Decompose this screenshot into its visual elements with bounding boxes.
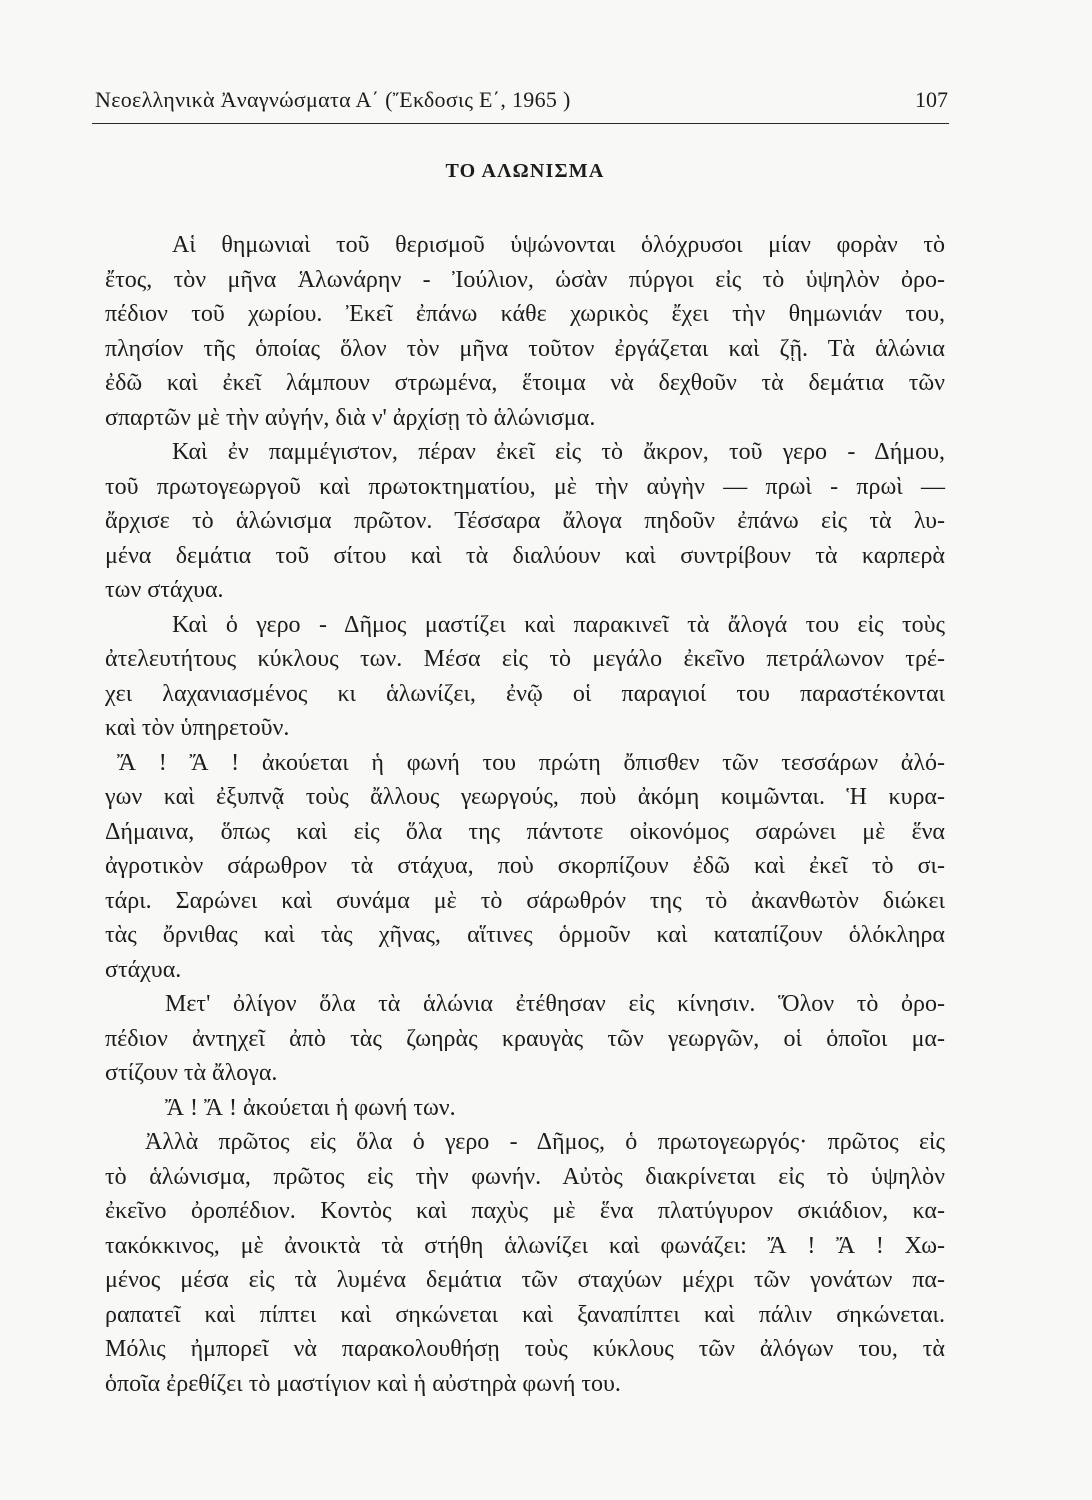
text-line: Καὶ ὁ γερο - Δῆμος μαστίζει καὶ παρακινεῖ τὰ ἄλογά του εἰς τοὺς [172,611,945,638]
paragraph [105,1125,945,1401]
text-line: μένα δεμάτια τοῦ σίτου καὶ τὰ διαλύουν καὶ συντρίβουν τὰ καρπερὰ [105,542,945,569]
paragraph [105,1091,945,1126]
text-line: Ἄ ! Ἄ ! ἀκούεται ἡ φωνή του πρώτη ὄπισθεν τῶν τεσσάρων ἀλό- [117,749,945,776]
text-line: τοῦ πρωτογεωργοῦ καὶ πρωτοκτηματίου, μὲ τὴν αὐγὴν — πρωὶ - πρωὶ — [105,473,945,500]
body-text [105,228,945,1401]
text-line: Καὶ ἐν παμμέγιστον, πέραν ἐκεῖ εἰς τὸ ἄκρον, τοῦ γερο - Δήμου, [172,439,945,465]
paragraph [105,435,945,608]
text-line: τάρι. Σαρώνει καὶ συνάμα μὲ τὸ σάρωθρόν της τὸ ἀκανθωτὸν διώκει [105,887,945,914]
text-line: χει λαχανιασμένος κι ἁλωνίζει, ἐνῷ οἱ παραγιοί του παραστέκονται [105,680,945,707]
text-line: Μόλις ἠμπορεῖ νὰ παρακολουθήσῃ τοὺς κύκλους τῶν ἀλόγων του, τὰ [105,1336,945,1362]
text-line: πέδιον ἀντηχεῖ ἀπὸ τὰς ζωηρὰς κραυγὰς τῶν γεωργῶν, οἱ ὁποῖοι μα- [105,1025,945,1052]
text-line: μένος μέσα εἰς τὰ λυμένα δεμάτια τῶν σταχύων μέχρι τῶν γονάτων πα- [105,1267,945,1293]
text-line: τακόκκινος, μὲ ἀνοικτὰ τὰ στήθη ἁλωνίζει καὶ φωνάζει: Ἄ ! Ἄ ! Χω- [105,1232,945,1259]
running-header [95,84,948,116]
paragraph [105,608,945,746]
text-line: ἄρχισε τὸ ἁλώνισμα πρῶτον. Τέσσαρα ἄλογα πηδοῦν ἐπάνω εἰς τὰ λυ- [105,508,945,534]
running-title: Νεοελληνικὰ Ἀναγνώσματα Α΄ (Ἔκδοσις Ε΄, 1965 ) [95,87,571,112]
text-line: ἐκεῖνο ὀροπέδιον. Κοντὸς καὶ παχὺς μὲ ἕνα πλατύγυρον σκιάδιον, κα- [105,1198,945,1224]
text-line: των στάχυα. [105,577,224,603]
text-line: Ἄ ! Ἄ ! ἀκούεται ἡ φωνή των. [165,1094,456,1121]
text-line: Ἀλλὰ πρῶτος εἰς ὅλα ὁ γερο - Δῆμος, ὁ πρωτογεωργός· πρῶτος εἰς [145,1129,945,1155]
text-line: ἐδῶ καὶ ἐκεῖ λάμπουν στρωμένα, ἕτοιμα νὰ δεχθοῦν τὰ δεμάτια τῶν [105,370,945,396]
text-line: πέδιον τοῦ χωρίου. Ἐκεῖ ἐπάνω κάθε χωρικὸς ἔχει τὴν θημωνιάν του, [105,301,945,327]
text-line: ἀτελευτήτους κύκλους των. Μέσα εἰς τὸ μεγάλο ἐκεῖνο πετράλωνον τρέ- [105,646,945,672]
paragraph [105,228,945,435]
paragraph [105,987,945,1091]
text-line: πλησίον τῆς ὁποίας ὅλον τὸν μῆνα τοῦτον ἐργάζεται καὶ ζῇ. Τὰ ἁλώνια [105,335,945,362]
text-line: ἀγροτικὸν σάρωθρον τὰ στάχυα, ποὺ σκορπίζουν ἐδῶ καὶ ἐκεῖ τὸ σι- [105,853,945,879]
text-line: ὁποῖα ἐρεθίζει τὸ μαστίγιον καὶ ἡ αὐστηρὰ φωνή του. [105,1370,621,1397]
header-rule [92,123,949,124]
page-number: 107 [915,87,948,112]
text-line: Αἱ θημωνιαὶ τοῦ θερισμοῦ ὑψώνονται ὁλόχρυσοι μίαν φορὰν τὸ [172,232,945,258]
text-line: γων καὶ ἐξυπνᾷ τοὺς ἄλλους γεωργούς, ποὺ ἀκόμη κοιμῶνται. Ἡ κυρα- [105,784,945,810]
paragraph [105,746,945,988]
text-line: τὰς ὄρνιθας καὶ τὰς χῆνας, αἵτινες ὁρμοῦν καὶ καταπίζουν ὁλόκληρα [105,922,945,948]
text-line: Δήμαινα, ὅπως καὶ εἰς ὅλα της πάντοτε οἰκονόμος σαρώνει μὲ ἕνα [105,818,945,845]
text-line: καὶ τὸν ὑπηρετοῦν. [105,715,290,741]
text-line: στάχυα. [105,956,182,983]
text-line: σπαρτῶν μὲ τὴν αὐγήν, διὰ ν' ἀρχίσῃ τὸ ἁλώνισμα. [105,404,596,431]
text-line: Μετ' ὀλίγον ὅλα τὰ ἁλώνια ἐτέθησαν εἰς κίνησιν. Ὅλον τὸ ὀρο- [165,991,945,1017]
text-line: στίζουν τὰ ἄλογα. [105,1060,278,1086]
text-line: ραπατεῖ καὶ πίπτει καὶ σηκώνεται καὶ ξαναπίπτει καὶ πάλιν σηκώνεται. [105,1301,945,1328]
text-line: ἔτος, τὸν μῆνα Ἁλωνάρην - Ἰούλιον, ὡσὰν πύργοι εἰς τὸ ὑψηλὸν ὀρο- [105,266,945,293]
section-title: ΤΟ ΑΛΩΝΙΣΜΑ [445,160,605,182]
text-line: τὸ ἁλώνισμα, πρῶτος εἰς τὴν φωνήν. Αὐτὸς διακρίνεται εἰς τὸ ὑψηλὸν [105,1163,945,1190]
